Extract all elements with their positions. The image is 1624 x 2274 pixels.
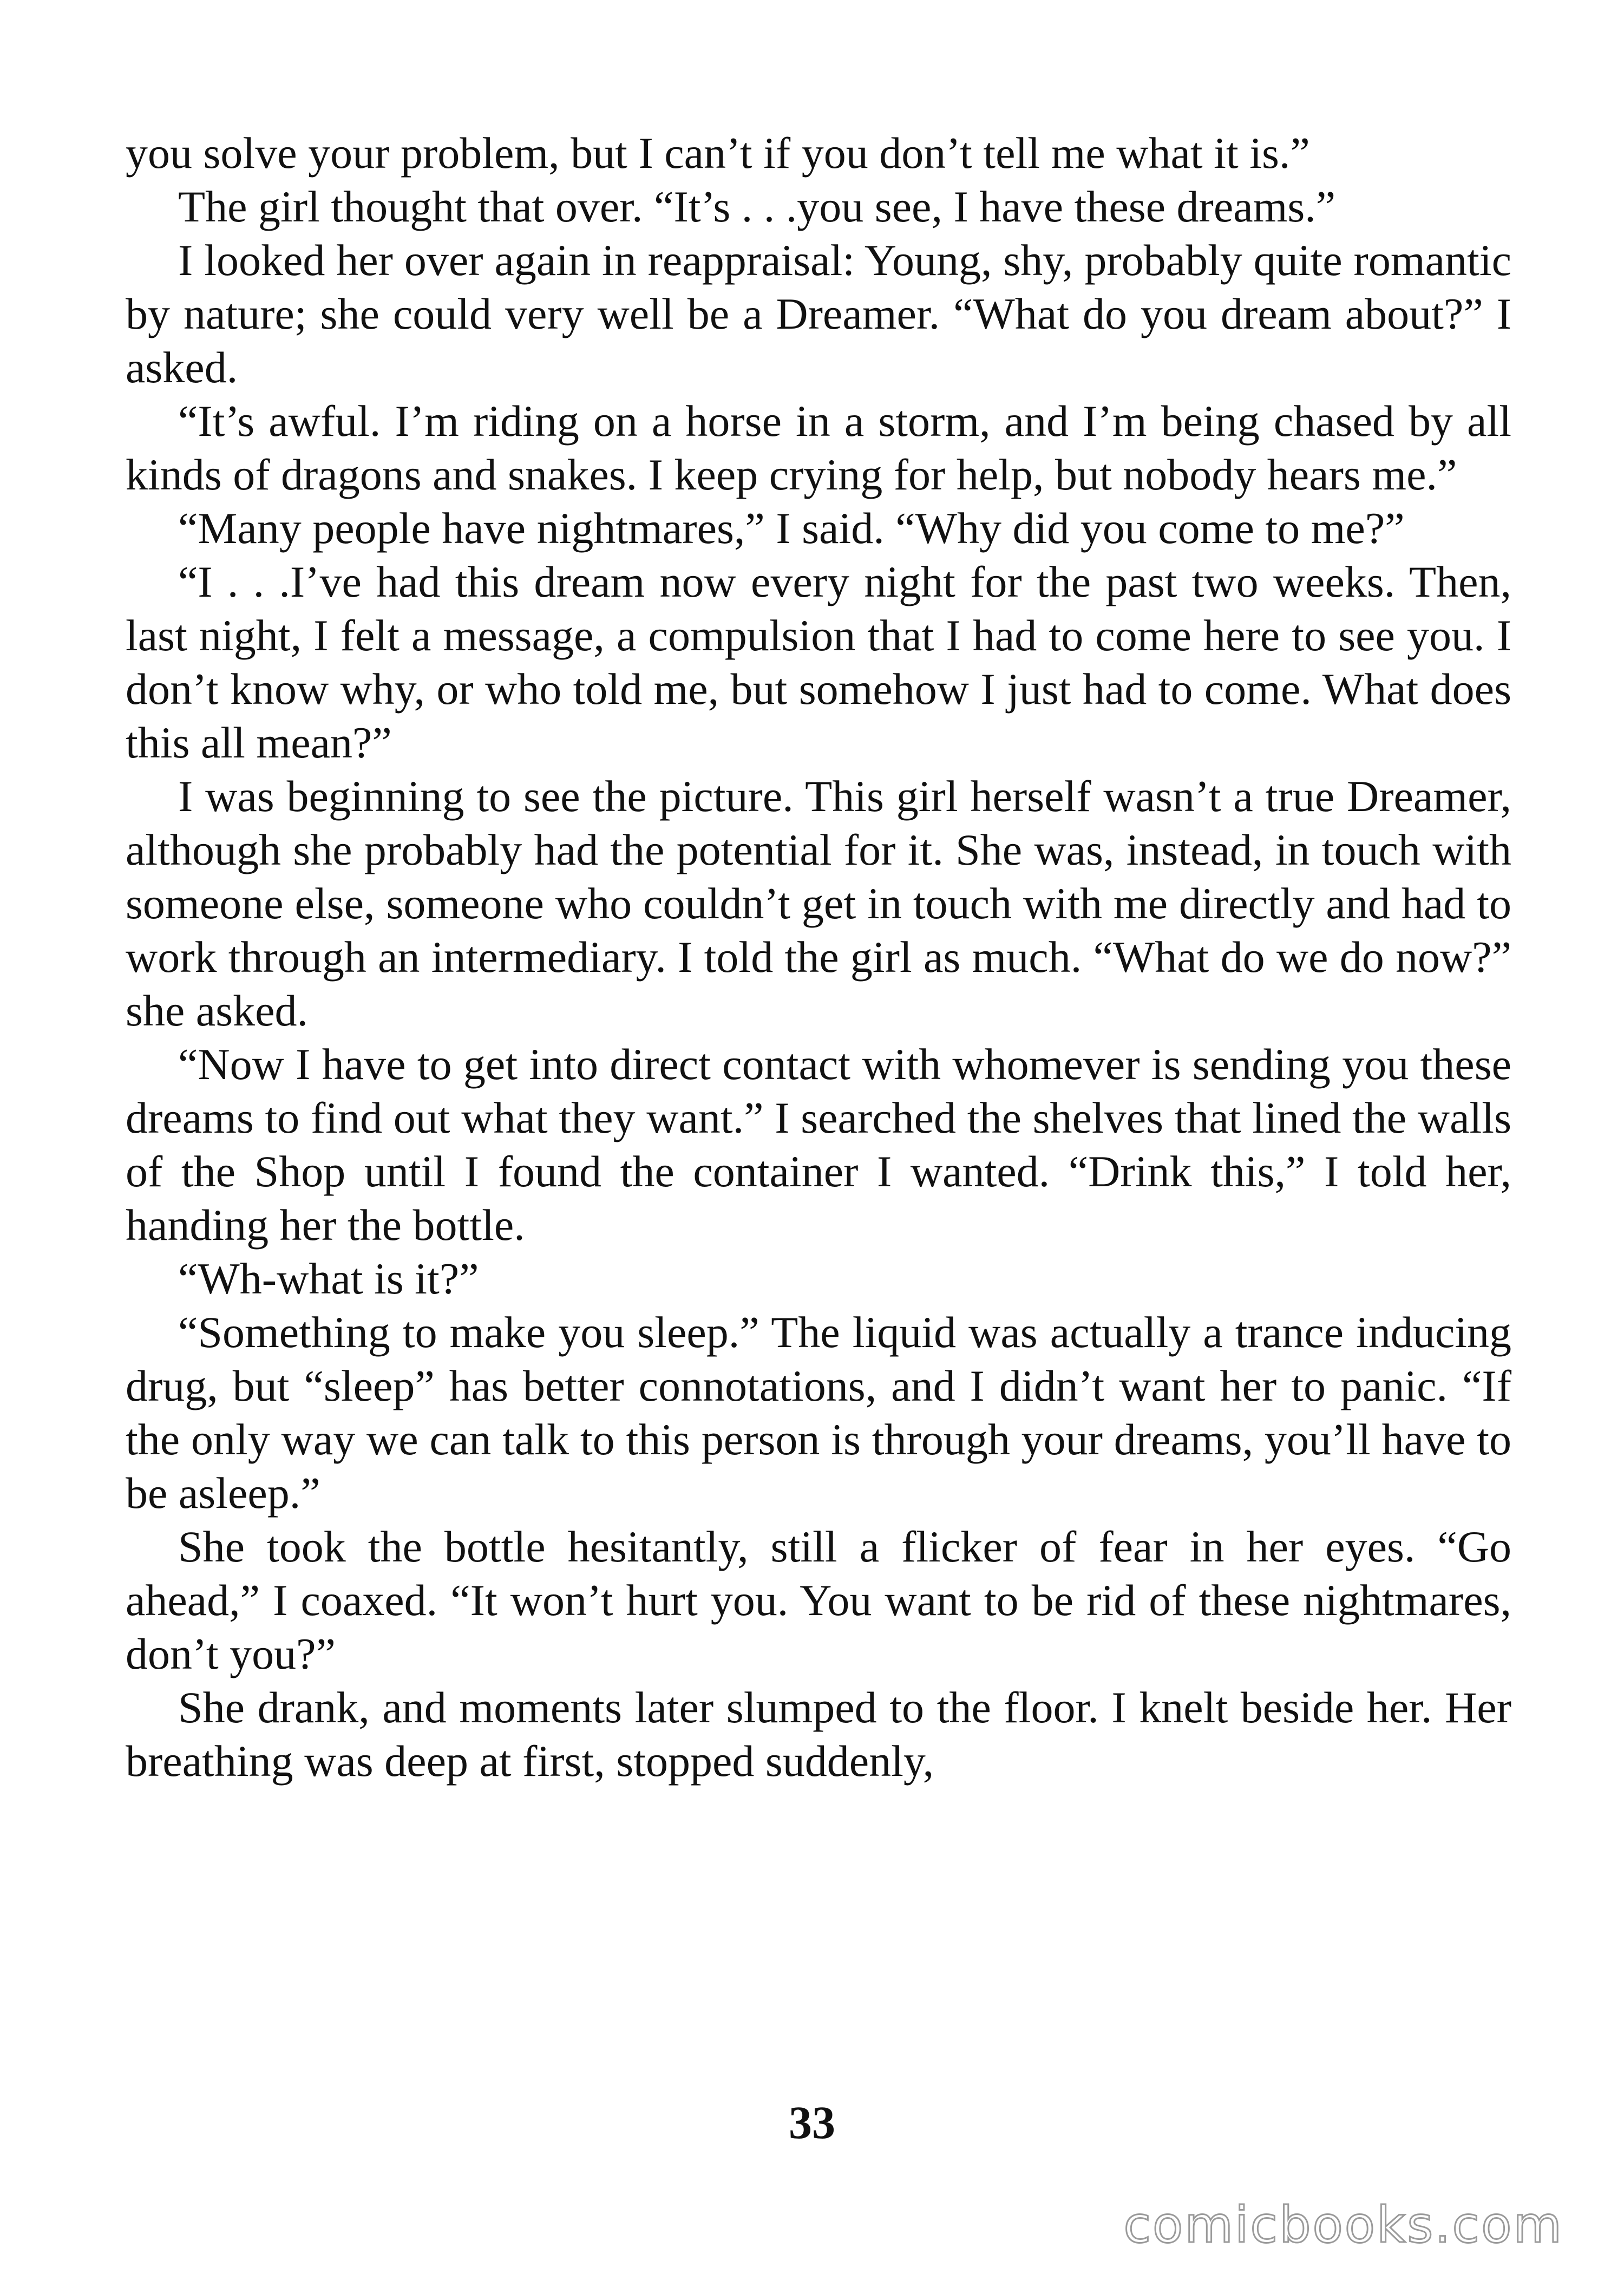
paragraph: you solve your problem, but I can’t if you don’t tell me what it is.” xyxy=(126,128,1310,178)
paragraph: The girl thought that over. “It’s . . .you see, I have these dreams.” xyxy=(178,182,1336,231)
paragraph: I was beginning to see the picture. This girl herself wasn’t a true Dreamer, although she probably had the potential for it. She was, instead, in touch with someone else, someone who couldn’t get in touch with me directly and had to work through an intermediary. I told the girl as much. “What do we do now?” she asked. xyxy=(126,772,1511,1035)
paragraph: “I . . .I’ve had this dream now every night for the past two weeks. Then, last night, I felt a message, a compulsion that I had to come here to see you. I don’t know why, or who told me, but somehow I just had to come. What does this all mean?” xyxy=(126,557,1511,767)
paragraph: “Many people have nightmares,” I said. “Why did you come to me?” xyxy=(178,504,1405,553)
body-text xyxy=(126,126,1511,1788)
paragraph: “Now I have to get into direct contact with whomever is sending you these dreams to find out what they want.” I searched the shelves that lined the walls of the Shop until I found the container I wanted. “Drink this,” I told her, handing her the bottle. xyxy=(126,1040,1511,1250)
paragraph: “It’s awful. I’m riding on a horse in a storm, and I’m being chased by all kinds of dragons and snakes. I keep crying for help, but nobody hears me.” xyxy=(126,396,1511,499)
paragraph: She drank, and moments later slumped to the floor. I knelt beside her. Her breathing was deep at first, stopped suddenly, xyxy=(126,1683,1511,1786)
page-number: 33 xyxy=(789,2096,835,2148)
paragraph: She took the bottle hesitantly, still a flicker of fear in her eyes. “Go ahead,” I coaxed. “It won’t hurt you. You want to be rid of these nightmares, don’t you?” xyxy=(126,1522,1511,1678)
watermark: comicbooks.com xyxy=(1123,2196,1563,2254)
paragraph: “Wh-what is it?” xyxy=(178,1254,479,1303)
paragraph: I looked her over again in reappraisal: Young, shy, probably quite romantic by nature; she could very well be a Dreamer. “What do you dream about?” I asked. xyxy=(126,236,1511,392)
paragraph: “Something to make you sleep.” The liquid was actually a trance inducing drug, but “sleep” has better connotations, and I didn’t want her to panic. “If the only way we can talk to this person is through your dreams, you’ll have to be asleep.” xyxy=(126,1308,1511,1518)
